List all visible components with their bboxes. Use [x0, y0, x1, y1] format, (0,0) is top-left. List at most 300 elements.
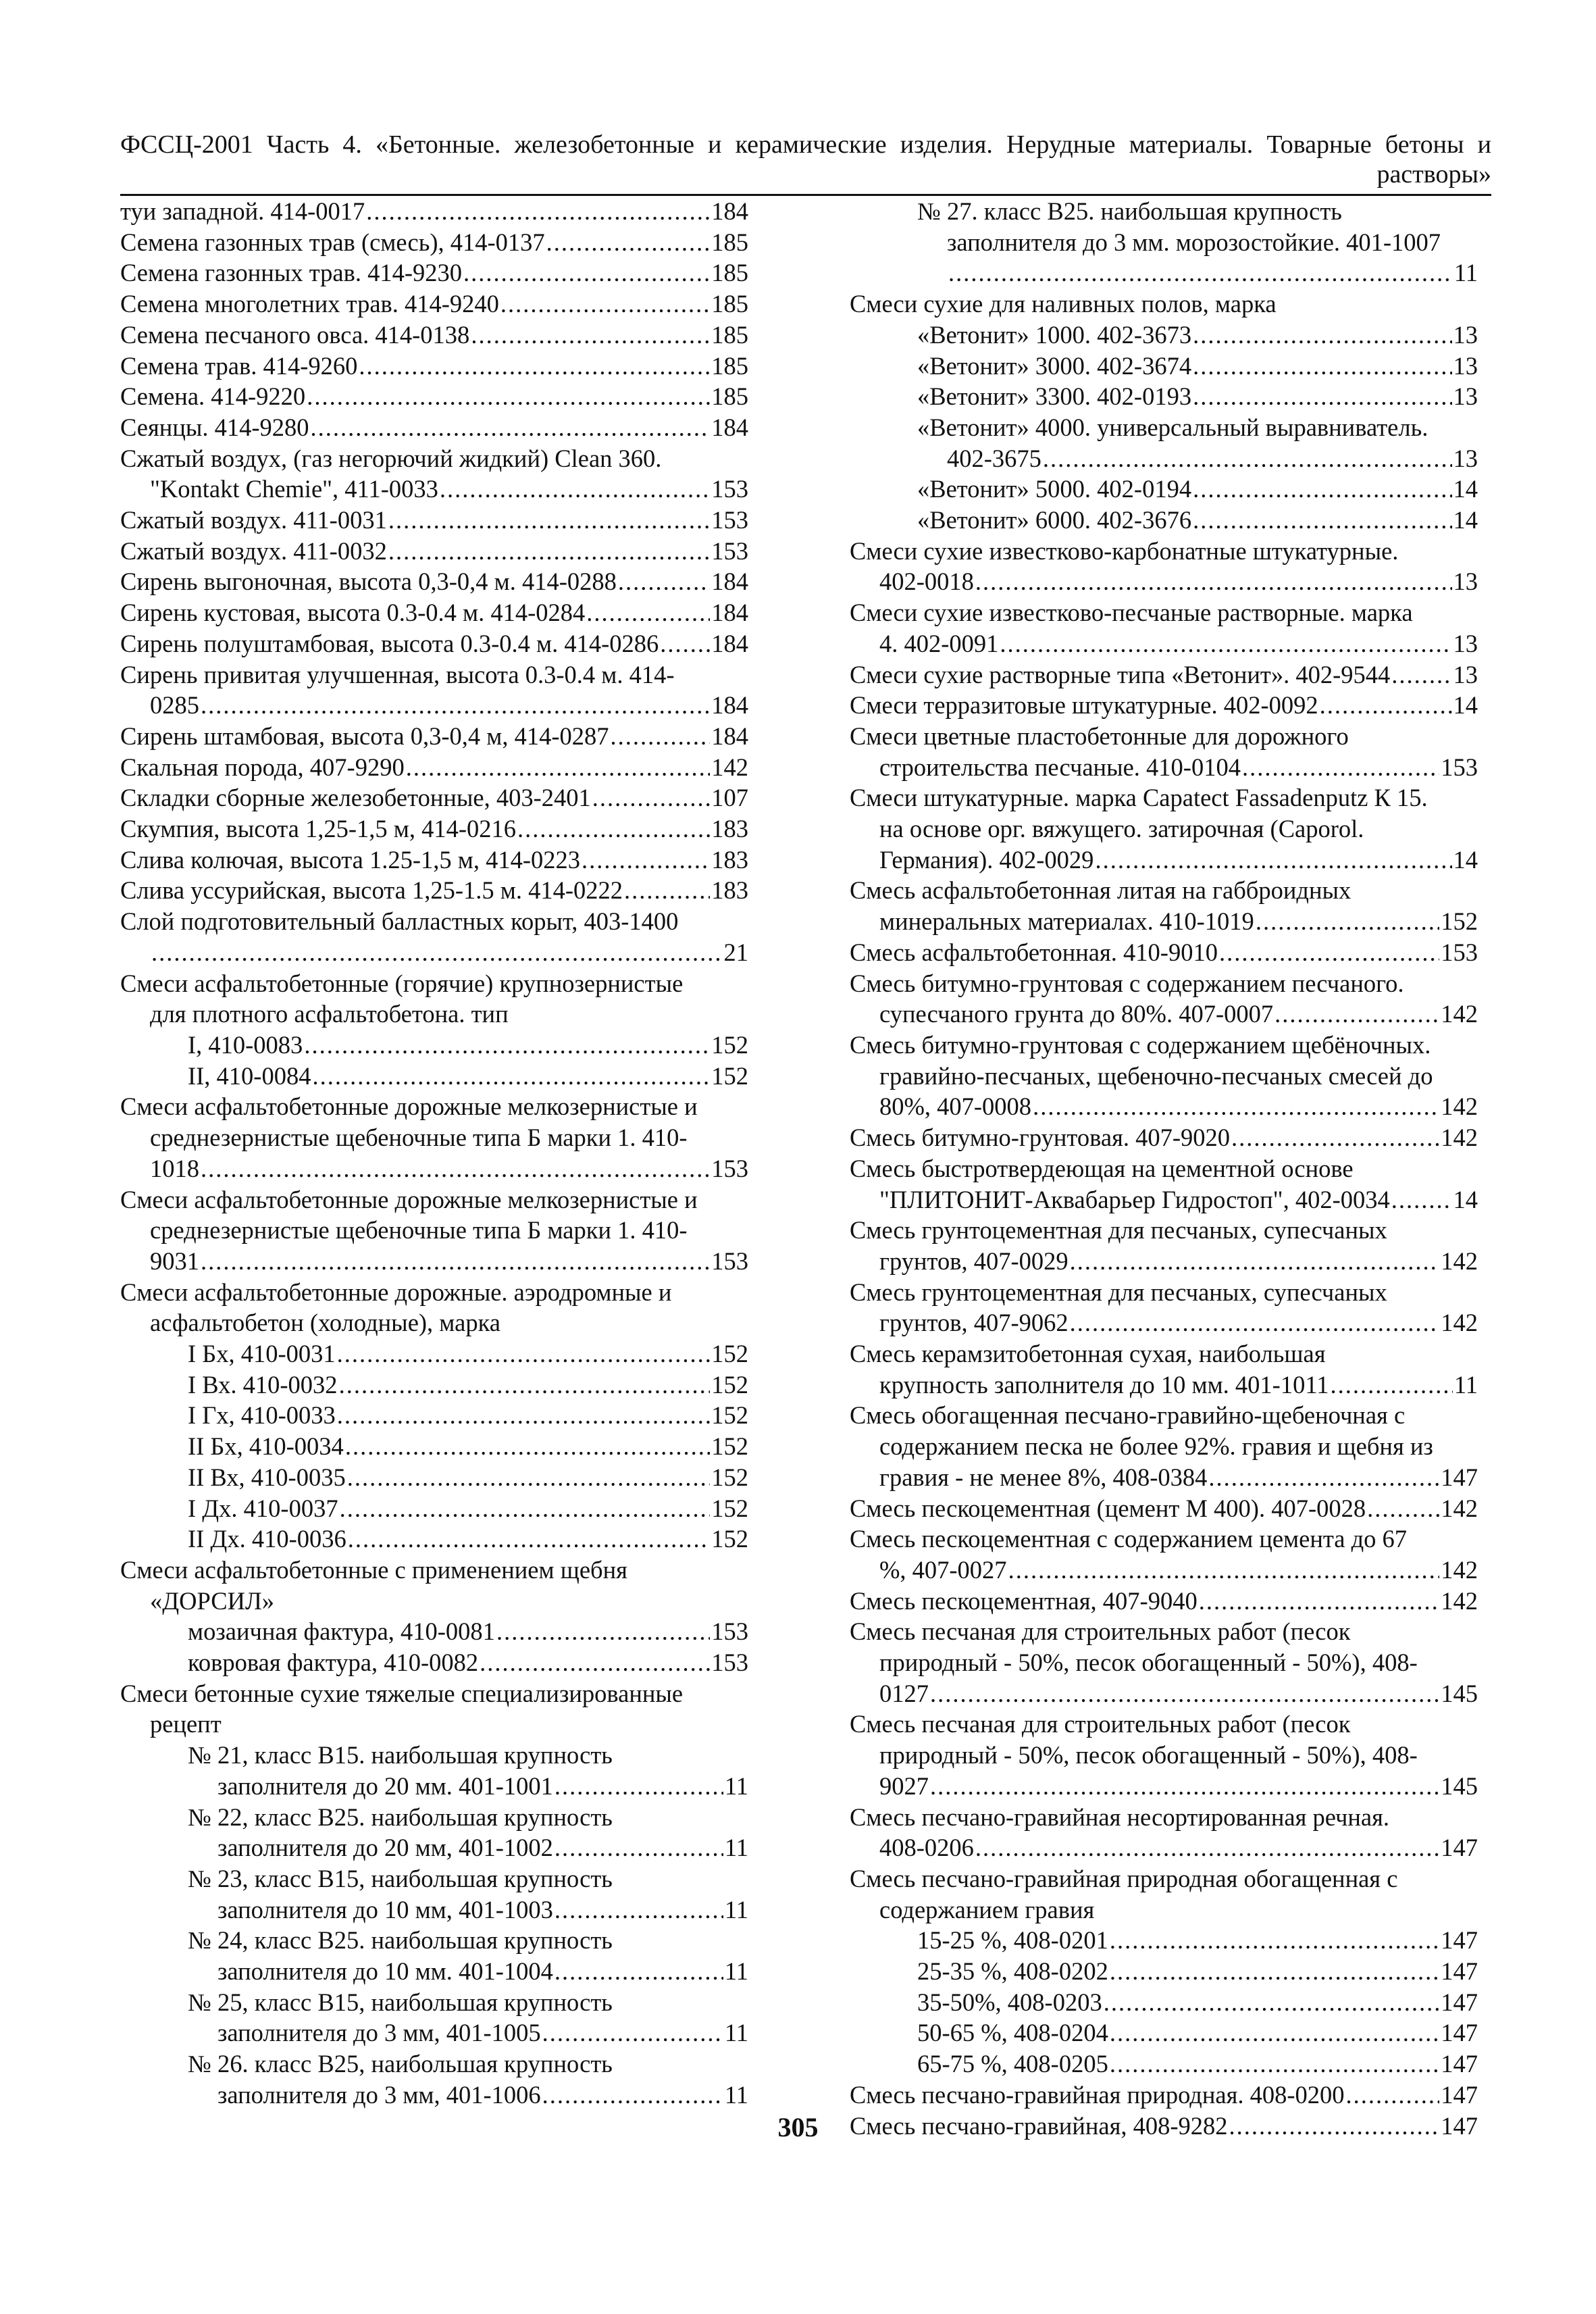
index-entry-text: I Гх, 410-0033	[188, 1401, 336, 1430]
index-entry-row	[850, 2080, 1478, 2111]
dot-leader	[555, 1832, 723, 1863]
dot-leader	[1193, 381, 1451, 412]
index-entry-row	[120, 1030, 748, 1061]
index-entry-line: среднезернистые щебеночные типа Б марки 1. 410-	[150, 1124, 688, 1152]
index-entry-text: 50-65 %, 408-0204	[917, 2019, 1108, 2047]
index-entry-row	[850, 1925, 1478, 1956]
index-entry-page: 145	[1441, 1679, 1478, 1707]
index-entry-page: 185	[711, 351, 748, 380]
index-entry-page: 13	[1453, 382, 1478, 411]
index-entry-text: «Ветонит» 3000. 402-3674	[917, 351, 1192, 380]
index-entry-page: 142	[1441, 1247, 1478, 1275]
index-entry-row	[120, 721, 748, 752]
index-entry-page: 14	[1453, 845, 1478, 874]
index-entry-text: Семена газонных трав. 414-9230	[120, 259, 462, 287]
index-entry-text: 1018	[150, 1154, 199, 1182]
dot-leader	[307, 381, 710, 412]
index-entry-page: 147	[1441, 2050, 1478, 2078]
index-entry-text: Сеянцы. 414-9280	[120, 413, 309, 441]
index-entry-row	[120, 1616, 748, 1647]
dot-leader	[1070, 1246, 1440, 1277]
index-entry-page: 152	[711, 1525, 748, 1553]
index-entry-page: 13	[1453, 351, 1478, 380]
index-entry-page: 184	[711, 722, 748, 750]
index-entry-text: «Ветонит» 3300. 402-0193	[917, 382, 1192, 411]
index-entry-row	[850, 1184, 1478, 1215]
index-entry-page: 14	[1453, 1185, 1478, 1213]
index-entry-text: заполнителя до 3 мм, 401-1006	[217, 2080, 541, 2109]
index-entry-text: 80%, 407-0008	[879, 1092, 1032, 1121]
index-entry-page: 185	[711, 259, 748, 287]
index-entry-page: 11	[724, 1895, 748, 1923]
dot-leader	[201, 1153, 710, 1184]
dot-leader	[546, 227, 711, 258]
page-number: 305	[777, 2112, 819, 2142]
index-entry-text: 4. 402-0091	[879, 629, 999, 657]
index-entry-line: Сирень привитая улучшенная, высота 0.3-0.4 м. 414-	[120, 660, 675, 688]
index-entry-page: 185	[711, 382, 748, 411]
index-entry-page: 152	[711, 1432, 748, 1461]
index-entry-text: I, 410-0083	[188, 1030, 303, 1059]
index-entry-text: заполнителя до 20 мм, 401-1002	[217, 1834, 553, 1862]
index-entry-line: Смеси сухие для наливных полов, марка	[850, 290, 1277, 318]
index-entry-row	[120, 875, 748, 906]
dot-leader	[517, 813, 710, 845]
index-entry-text: 65-75 %, 408-0205	[917, 2050, 1108, 2078]
index-entry-text: Смесь песчано-гравийная природная. 408-0200	[850, 2080, 1345, 2109]
dot-leader	[975, 566, 1452, 597]
dot-leader	[347, 1462, 711, 1493]
index-entry-page: 185	[711, 320, 748, 349]
index-entry-text: Германия). 402-0029	[879, 845, 1094, 874]
index-entry-text: Семена многолетних трав. 414-9240	[120, 290, 499, 318]
index-entry-row	[120, 505, 748, 536]
index-entry-line: Смеси асфальтобетонные дорожные. аэродромные и	[120, 1278, 672, 1306]
index-entry-row	[850, 1091, 1478, 1122]
index-entry-line: «ДОРСИЛ»	[150, 1586, 274, 1615]
index-entry-row	[120, 2017, 748, 2048]
index-entry-line: Смесь асфальтобетонная литая на габброидных	[850, 876, 1352, 905]
dot-leader	[1330, 1369, 1452, 1401]
index-entry-page: 147	[1441, 1834, 1478, 1862]
index-entry-row	[850, 690, 1478, 721]
index-entry-text: Слива колючая, высота 1.25-1,5 м, 414-0223	[120, 845, 580, 874]
index-entry-line: № 24, класс В25. наибольшая крупность	[188, 1926, 613, 1955]
index-entry-line: гравийно-песчаных, щебеночно-песчаных смесей до	[879, 1061, 1433, 1090]
index-entry-text: 402-3675	[947, 444, 1041, 472]
dot-leader	[586, 597, 710, 628]
index-entry-page: 142	[711, 753, 748, 781]
dot-leader	[592, 782, 710, 813]
index-entry-line: Смесь обогащенная песчано-гравийно-щебеночная с	[850, 1401, 1406, 1430]
index-entry-page: 153	[1441, 938, 1478, 966]
dot-leader	[337, 1400, 710, 1431]
index-entry-page: 152	[711, 1401, 748, 1430]
index-entry-text: Сирень полуштамбовая, высота 0.3-0.4 м. 414-0286	[120, 629, 659, 657]
index-entry-text: 9027	[879, 1771, 929, 1800]
index-entry-page: 153	[711, 506, 748, 534]
index-entry-row	[120, 1524, 748, 1555]
index-entry-page: 152	[711, 1061, 748, 1090]
index-entry-line: на основе орг. вяжущего. затирочная (Caporol.	[879, 815, 1364, 843]
dot-leader	[1391, 659, 1451, 690]
index-entry-page: 184	[711, 599, 748, 627]
index-entry-row	[120, 1956, 748, 1987]
dot-leader	[1242, 752, 1439, 783]
index-entry-row	[120, 320, 748, 351]
dot-leader	[1193, 474, 1451, 505]
index-entry-row	[850, 999, 1478, 1030]
index-entry-row	[850, 1678, 1478, 1709]
index-entry-page: 153	[711, 475, 748, 503]
index-entry-page: 183	[711, 815, 748, 843]
index-entry-row	[120, 227, 748, 258]
dot-leader	[471, 320, 710, 351]
index-entry-page: 13	[1453, 660, 1478, 688]
index-entry-text: 0127	[879, 1679, 929, 1707]
index-entry-row	[850, 659, 1478, 690]
index-entry-row	[850, 845, 1478, 876]
index-entry-row	[120, 257, 748, 288]
index-entry-page: 152	[711, 1030, 748, 1059]
index-entry-page: 147	[1441, 2019, 1478, 2047]
index-entry-row	[850, 1493, 1478, 1524]
index-entry-text: Смесь пескоцементная, 407-9040	[850, 1586, 1198, 1615]
index-entry-page: 13	[1453, 568, 1478, 596]
index-entry-page: 142	[1441, 1124, 1478, 1152]
index-entry-row	[850, 2017, 1478, 2048]
index-entry-page: 184	[711, 568, 748, 596]
index-entry-text: II Дх. 410-0036	[188, 1525, 346, 1553]
dot-leader	[463, 257, 710, 288]
index-entry-page: 142	[1441, 1586, 1478, 1615]
index-entry-text: 0285	[150, 691, 199, 720]
index-entry-page: 183	[711, 845, 748, 874]
dot-leader	[348, 1524, 711, 1555]
index-entry-text: «Ветонит» 5000. 402-0194	[917, 475, 1192, 503]
page-header: ФССЦ-2001 Часть 4. «Бетонные. железобетонные и керамические изделия. Нерудные материалы. Товарные бетоны и растворы»	[120, 130, 1491, 188]
index-entry-line: Смеси бетонные сухие тяжелые специализированные	[120, 1679, 684, 1707]
index-entry-text: I Дх. 410-0037	[188, 1494, 338, 1522]
index-entry-text: Смесь песчано-гравийная, 408-9282	[850, 2111, 1228, 2140]
index-entry-row	[850, 1369, 1478, 1401]
index-entry-row	[120, 1153, 748, 1184]
dot-leader	[496, 1616, 710, 1647]
index-entry-text: II Бх, 410-0034	[188, 1432, 344, 1461]
index-entry-line: № 22, класс В25. наибольшая крупность	[188, 1803, 613, 1831]
index-entry-line: Смесь грунтоцементная для песчаных, супесчаных	[850, 1216, 1387, 1244]
index-entry-row	[120, 1400, 748, 1431]
index-entry-page: 184	[711, 413, 748, 441]
index-entry-page: 11	[724, 2019, 748, 2047]
index-entry-page: 152	[711, 1494, 748, 1522]
dot-leader	[1219, 937, 1439, 968]
index-entry-page: 184	[711, 629, 748, 657]
index-entry-text: 25-35 %, 408-0202	[917, 1957, 1108, 1986]
dot-leader	[1193, 320, 1451, 351]
index-entry-row	[850, 1307, 1478, 1338]
index-entry-line: Смесь песчано-гравийная природная обогащенная с	[850, 1864, 1398, 1892]
dot-leader	[1367, 1493, 1439, 1524]
index-entry-row	[850, 566, 1478, 597]
index-entry-row	[120, 196, 748, 227]
index-entry-line: Смесь пескоцементная с содержанием цемента до 67	[850, 1525, 1408, 1553]
index-entry-line: Смеси штукатурные. марка Capatect Fassadenputz К 15.	[850, 784, 1428, 812]
index-entry-page: 21	[723, 938, 748, 966]
index-entry-row	[850, 628, 1478, 659]
index-entry-page: 142	[1441, 1092, 1478, 1121]
index-entry-page: 14	[1453, 691, 1478, 720]
dot-leader	[440, 474, 710, 505]
index-entry-row	[850, 1122, 1478, 1153]
index-entry-line: Смесь песчаная для строительных работ (песок	[850, 1710, 1351, 1738]
dot-leader	[555, 1894, 723, 1926]
index-entry-row	[120, 1832, 748, 1863]
index-entry-page: 147	[1441, 1926, 1478, 1955]
index-entry-row	[120, 1894, 748, 1926]
index-entry-page: 11	[724, 1957, 748, 1986]
index-entry-line: Слой подготовительный балластных корыт, 403-1400	[120, 907, 679, 936]
dot-leader	[1110, 2048, 1439, 2080]
index-entry-page: 142	[1441, 1309, 1478, 1337]
index-entry-row	[850, 320, 1478, 351]
index-entry-text: заполнителя до 10 мм. 401-1004	[217, 1957, 553, 1986]
dot-leader	[1231, 1122, 1439, 1153]
dot-leader	[1193, 351, 1451, 382]
dot-leader	[201, 1246, 710, 1277]
index-entry-page: 153	[711, 1617, 748, 1646]
index-entry-line: природный - 50%, песок обогащенный - 50%), 408-	[879, 1649, 1418, 1677]
index-entry-line: Смеси асфальтобетонные с применением щебня	[120, 1555, 627, 1584]
dot-leader	[1104, 1987, 1440, 2018]
index-column-left	[120, 196, 748, 2111]
index-entry-row	[120, 1061, 748, 1092]
index-entry-page: 153	[711, 1649, 748, 1677]
index-entry-page: 11	[1453, 259, 1478, 287]
dot-leader	[1000, 628, 1451, 659]
index-entry-text: I Бх, 410-0031	[188, 1340, 336, 1368]
index-entry-row	[850, 381, 1478, 412]
index-entry-page: 13	[1453, 320, 1478, 349]
index-entry-text: %, 407-0027	[879, 1555, 1007, 1584]
index-entry-page: 11	[1453, 1370, 1478, 1399]
index-entry-line: асфальтобетон (холодные), марка	[150, 1309, 500, 1337]
index-entry-line: Сжатый воздух, (газ негорючий жидкий) Clean 360.	[120, 444, 662, 472]
dot-leader	[151, 937, 723, 968]
dot-leader	[930, 1771, 1439, 1802]
dot-leader	[500, 288, 710, 320]
index-entry-line: Смесь битумно-грунтовая с содержанием песчаного.	[850, 969, 1404, 997]
index-entry-line: № 26. класс В25, наибольшая крупность	[188, 2050, 613, 2078]
index-entry-row	[850, 474, 1478, 505]
index-entry-row	[850, 351, 1478, 382]
index-entry-text: Сирень штамбовая, высота 0,3-0,4 м, 414-0287	[120, 722, 609, 750]
index-entry-line: Смесь песчано-гравийная несортированная речная.	[850, 1803, 1390, 1831]
index-entry-text: крупность заполнителя до 10 мм. 401-1011	[879, 1370, 1329, 1399]
index-entry-text: грунтов, 407-0029	[879, 1247, 1069, 1275]
index-entry-row	[120, 2080, 748, 2111]
index-entry-row	[850, 1956, 1478, 1987]
index-entry-line: Смесь битумно-грунтовая с содержанием щебёночных.	[850, 1030, 1431, 1059]
index-entry-row	[850, 1586, 1478, 1617]
index-entry-line: Смесь грунтоцементная для песчаных, супесчаных	[850, 1278, 1387, 1306]
index-entry-text: Семена газонных трав (смесь), 414-0137	[120, 228, 545, 256]
index-entry-page: 11	[724, 2080, 748, 2109]
index-entry-text: строительства песчаные. 410-0104	[879, 753, 1241, 781]
index-entry-page: 11	[724, 1834, 748, 1862]
dot-leader	[1391, 1184, 1452, 1215]
index-entry-line: содержанием песка не более 92%. гравия и щебня из	[879, 1432, 1433, 1461]
index-entry-page: 183	[711, 876, 748, 905]
index-entry-line: № 27. класс В25. наибольшая крупность	[917, 197, 1342, 225]
index-entry-page: 11	[724, 1771, 748, 1800]
index-entry-text: Смесь асфальтобетонная. 410-9010	[850, 938, 1218, 966]
index-entry-text: "Kontakt Chemie", 411-0033	[150, 475, 438, 503]
index-entry-text: Скальная порода, 407-9290	[120, 753, 405, 781]
index-entry-line: Смеси сухие известково-песчаные растворные. марка	[850, 599, 1413, 627]
index-entry-row	[850, 1987, 1478, 2018]
index-entry-page: 147	[1441, 1463, 1478, 1491]
index-entry-row	[850, 505, 1478, 536]
index-entry-row	[120, 752, 748, 783]
dot-leader	[930, 1678, 1439, 1709]
dot-leader	[388, 505, 710, 536]
dot-leader	[339, 1369, 711, 1401]
index-entry-text: Смесь битумно-грунтовая. 407-9020	[850, 1124, 1231, 1152]
index-entry-page: 185	[711, 228, 748, 256]
index-entry-row	[850, 1555, 1478, 1586]
index-entry-line: «Ветонит» 4000. универсальный выравниватель.	[917, 413, 1428, 441]
index-entry-text: Семена трав. 414-9260	[120, 351, 358, 380]
index-entry-row	[120, 628, 748, 659]
dot-leader	[1110, 1956, 1439, 1987]
index-entry-text: Смесь пескоцементная (цемент М 400). 407-0028	[850, 1494, 1366, 1522]
index-entry-row	[120, 782, 748, 813]
index-entry-page: 184	[711, 197, 748, 225]
index-entry-page: 145	[1441, 1771, 1478, 1800]
index-entry-line: природный - 50%, песок обогащенный - 50%), 408-	[879, 1741, 1418, 1769]
index-entry-text: «Ветонит» 6000. 402-3676	[917, 506, 1192, 534]
index-entry-text: 408-0206	[879, 1834, 974, 1862]
index-entry-row	[120, 845, 748, 876]
index-entry-text: Скумпия, высота 1,25-1,5 м, 414-0216	[120, 815, 517, 843]
index-entry-page: 13	[1453, 629, 1478, 657]
index-entry-text: 35-50%, 408-0203	[917, 1988, 1102, 2016]
index-entry-line: среднезернистые щебеночные типа Б марки 1. 410-	[150, 1216, 688, 1244]
index-entry-row	[120, 1338, 748, 1369]
index-entry-row	[850, 1832, 1478, 1863]
index-entry-row	[120, 536, 748, 567]
index-entry-text: «Ветонит» 1000. 402-3673	[917, 320, 1192, 349]
dot-leader	[1193, 505, 1451, 536]
index-entry-row	[120, 1246, 748, 1277]
index-entry-text: Смеси сухие растворные типа «Ветонит». 402-9544	[850, 660, 1391, 688]
dot-leader	[542, 2080, 723, 2111]
index-entry-page: 152	[1441, 907, 1478, 936]
index-entry-page: 13	[1453, 444, 1478, 472]
dot-leader	[480, 1647, 710, 1678]
index-entry-row	[120, 1493, 748, 1524]
dot-leader	[975, 1832, 1439, 1863]
index-entry-line: № 25, класс В15, наибольшая крупность	[188, 1988, 613, 2016]
index-entry-line: № 21, класс В15. наибольшая крупность	[188, 1741, 613, 1769]
dot-leader	[312, 1061, 710, 1092]
index-entry-page: 184	[711, 691, 748, 720]
index-entry-row	[120, 1771, 748, 1802]
index-entry-page: 147	[1441, 2080, 1478, 2109]
dot-leader	[948, 257, 1453, 288]
index-column-right	[850, 196, 1478, 2141]
dot-leader	[311, 412, 711, 443]
index-entry-page: 152	[711, 1340, 748, 1368]
dot-leader	[345, 1431, 710, 1462]
index-entry-text: грунтов, 407-9062	[879, 1309, 1069, 1337]
index-entry-text: Семена песчаного овса. 414-0138	[120, 320, 470, 349]
dot-leader	[304, 1030, 710, 1061]
index-entry-page: 147	[1441, 1957, 1478, 1986]
index-entry-page: 153	[711, 1247, 748, 1275]
index-entry-line: Смесь быстротвердеющая на цементной основе	[850, 1154, 1354, 1182]
index-entry-text: Складки сборные железобетонные, 403-2401	[120, 784, 591, 812]
dot-leader	[359, 351, 710, 382]
index-entry-text: заполнителя до 3 мм, 401-1005	[217, 2019, 541, 2047]
index-entry-row	[850, 1462, 1478, 1493]
index-entry-text: 402-0018	[879, 568, 974, 596]
dot-leader	[1256, 906, 1439, 937]
index-entry-row	[120, 1431, 748, 1462]
index-entry-line: Смесь керамзитобетонная сухая, наибольшая	[850, 1340, 1326, 1368]
dot-leader	[542, 2017, 723, 2048]
dot-leader	[388, 536, 710, 567]
dot-leader	[366, 196, 710, 227]
index-entry-text: заполнителя до 20 мм. 401-1001	[217, 1771, 553, 1800]
dot-leader	[1070, 1307, 1440, 1338]
index-entry-text: Слива уссурийская, высота 1,25-1.5 м. 414-0222	[120, 876, 623, 905]
index-entry-page: 142	[1441, 1555, 1478, 1584]
index-entry-row	[850, 752, 1478, 783]
dot-leader	[624, 875, 710, 906]
dot-leader	[1199, 1586, 1440, 1617]
index-entry-row	[850, 937, 1478, 968]
index-entry-text: супесчаного грунта до 80%. 407-0007	[879, 1000, 1274, 1028]
dot-leader	[406, 752, 711, 783]
index-entry-text: гравия - не менее 8%, 408-0384	[879, 1463, 1208, 1491]
dot-leader	[1275, 999, 1439, 1030]
index-entry-row	[850, 2048, 1478, 2080]
index-entry-page: 107	[711, 784, 748, 812]
index-entry-row	[850, 257, 1478, 288]
index-entry-row	[120, 1647, 748, 1678]
index-entry-line: Смесь песчаная для строительных работ (песок	[850, 1617, 1351, 1646]
dot-leader	[1095, 845, 1451, 876]
index-entry-line: Смеси цветные пластобетонные для дорожного	[850, 722, 1349, 750]
dot-leader	[582, 845, 710, 876]
dot-leader	[618, 566, 710, 597]
index-entry-page: 185	[711, 290, 748, 318]
index-entry-page: 14	[1453, 506, 1478, 534]
index-entry-line: № 23, класс В15, наибольшая крупность	[188, 1864, 613, 1892]
dot-leader	[1008, 1555, 1440, 1586]
index-entry-row	[120, 412, 748, 443]
index-entry-page: 142	[1441, 1494, 1478, 1522]
index-entry-page: 14	[1453, 475, 1478, 503]
index-entry-line: содержанием гравия	[879, 1895, 1095, 1923]
dot-leader	[555, 1956, 723, 1987]
index-entry-line: Смеси асфальтобетонные дорожные мелкозернистые и	[120, 1185, 698, 1213]
dot-leader	[1346, 2080, 1440, 2111]
dot-leader	[1110, 2017, 1439, 2048]
index-entry-line: рецепт	[150, 1710, 222, 1738]
